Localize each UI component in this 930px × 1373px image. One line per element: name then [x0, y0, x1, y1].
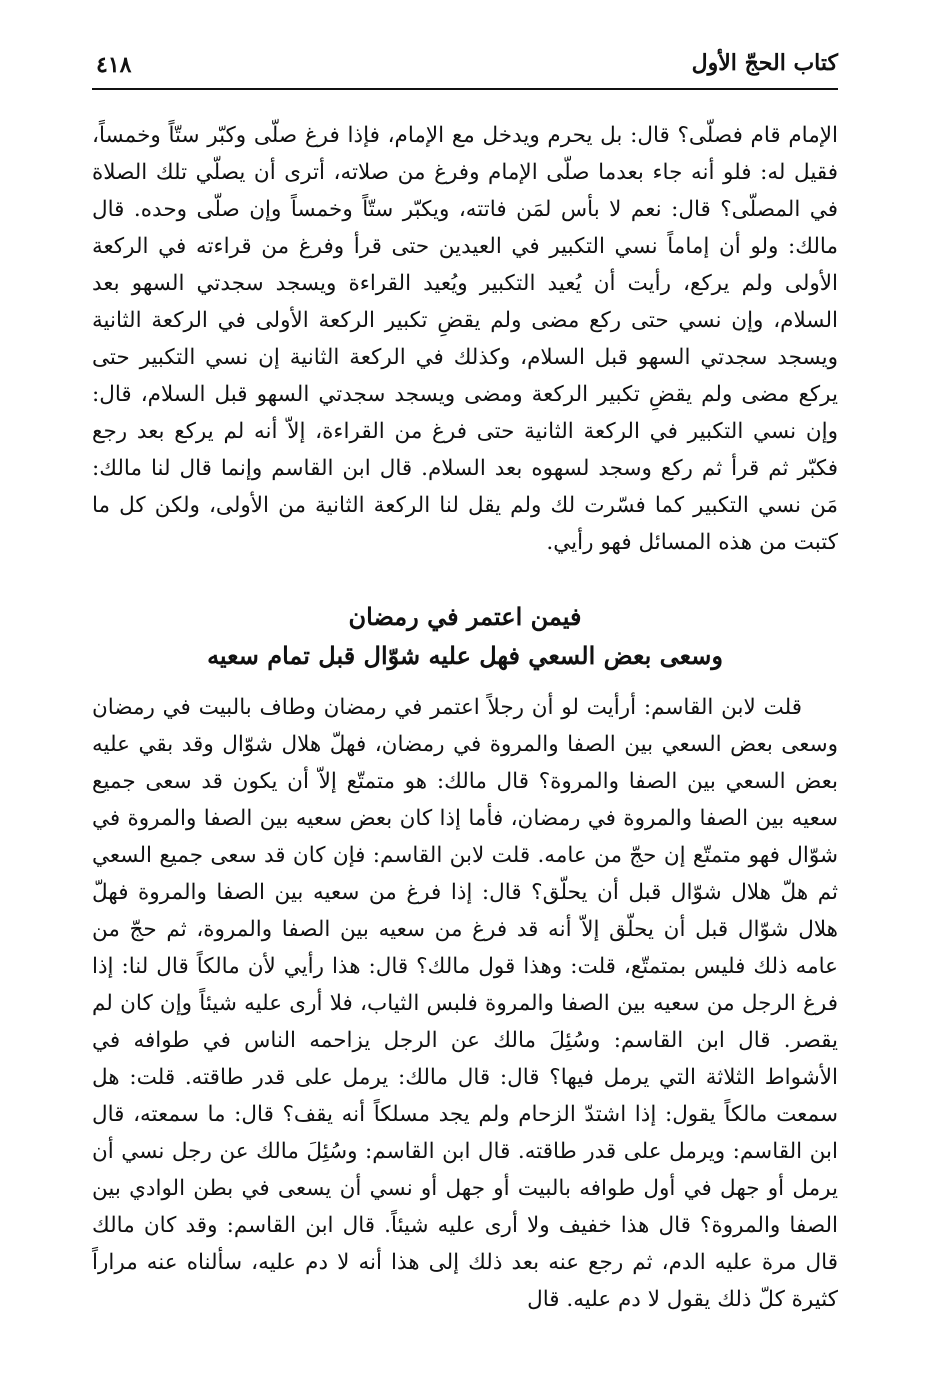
book-page	[92, 40, 838, 1318]
paragraph-continued: الإمام قام فصلّى؟ قال: بل يحرم ويدخل مع الإمام، فإذا فرغ صلّى وكبّر ستّاً وخمساً، فقيل له: فلو أنه جاء بعدما صلّى الإمام وفرغ من صلاته، أترى أن يصلّي تلك الصلاة في المصلّى؟ قال: نعم لا بأس لمَن فاتته، ويكبّر ستّاً وخمساً وإن صلّى وحده. قال مالك: ولو أن إماماً نسي التكبير في العيدين حتى قرأ وفرغ من قراءته في الركعة الأولى ولم يركع، رأيت أن يُعيد التكبير ويُعيد القراءة ويسجد سجدتي السهو بعد السلام، وإن نسي حتى ركع مضى ولم يقضِ تكبير الركعة الأولى في الركعة الثانية ويسجد سجدتي السهو قبل السلام، وكذلك في الركعة الثانية إن نسي التكبير حتى يركع مضى ولم يقضِ تكبير الركعة ومضى ويسجد سجدتي السهو قبل السلام، قال: وإن نسي التكبير في الركعة الثانية حتى فرغ من القراءة، إلاّ أنه لم يركع بعد رجع فكبّر ثم قرأ ثم ركع وسجد لسهوه بعد السلام. قال ابن القاسم وإنما قال لنا مالك: مَن نسي التكبير كما فسّرت لك ولم يقل لنا الركعة الثانية من الأولى، ولكن كل ما كتبت من هذه المسائل فهو رأيي.	[92, 123, 838, 555]
section-heading-line-2: وسعى بعض السعي فهل عليه شوّال قبل تمام سعيه	[207, 641, 723, 670]
page-number: ٤١٨	[96, 52, 132, 78]
section-heading-line-1: فيمن اعتمر في رمضان	[348, 602, 582, 631]
section-heading	[92, 597, 838, 675]
running-header	[92, 40, 838, 90]
paragraph-section: قلت لابن القاسم: أرأيت لو أن رجلاً اعتمر في رمضان وطاف بالبيت في رمضان وسعى بعض السعي بين الصفا والمروة في رمضان، فهلّ هلال شوّال وقد بقي عليه بعض السعي بين الصفا والمروة؟ قال مالك: هو متمتّع إلاّ أن يكون قد سعى جميع سعيه بين الصفا والمروة في رمضان، فأما إذا كان بعض سعيه بين الصفا والمروة في شوّال فهو متمتّع إن حجّ من عامه. قلت لابن القاسم: فإن كان قد سعى جميع السعي ثم هلّ هلال شوّال قبل أن يحلّق؟ قال: إذا فرغ من سعيه بين الصفا والمروة فهلّ هلال شوّال قبل أن يحلّق إلاّ أنه قد فرغ من سعيه بين الصفا والمروة، ثم حجّ من عامه ذلك فليس بمتمتّع، قلت: وهذا قول مالك؟ قال: هذا رأيي لأن مالكاً قال لنا: إذا فرغ الرجل من سعيه بين الصفا والمروة فلبس الثياب، فلا أرى عليه شيئاً وإن كان لم يقصر. قال ابن القاسم: وسُئِلَ مالك عن الرجل يزاحمه الناس في طوافه في الأشواط الثلاثة التي يرمل فيها؟ قال: قال مالك: يرمل على قدر طاقته. قلت: هل سمعت مالكاً يقول: إذا اشتدّ الزحام ولم يجد مسلكاً أنه يقف؟ قال: ما سمعته، قال ابن القاسم: ويرمل على قدر طاقته. قال ابن القاسم: وسُئِلَ مالك عن رجل نسي أن يرمل أو جهل في أول طوافه بالبيت أو جهل أو نسي أن يسعى في بطن الوادي بين الصفا والمروة؟ قال هذا خفيف ولا أرى عليه شيئاً. قال ابن القاسم: وقد كان مالك قال مرة عليه الدم، ثم رجع عنه بعد ذلك إلى هذا أنه لا دم عليه، سألناه عنه مراراً كثيرة كلّ ذلك يقول لا دم عليه. قال	[92, 695, 838, 1312]
book-title: كتاب الحجّ الأول	[691, 50, 838, 76]
